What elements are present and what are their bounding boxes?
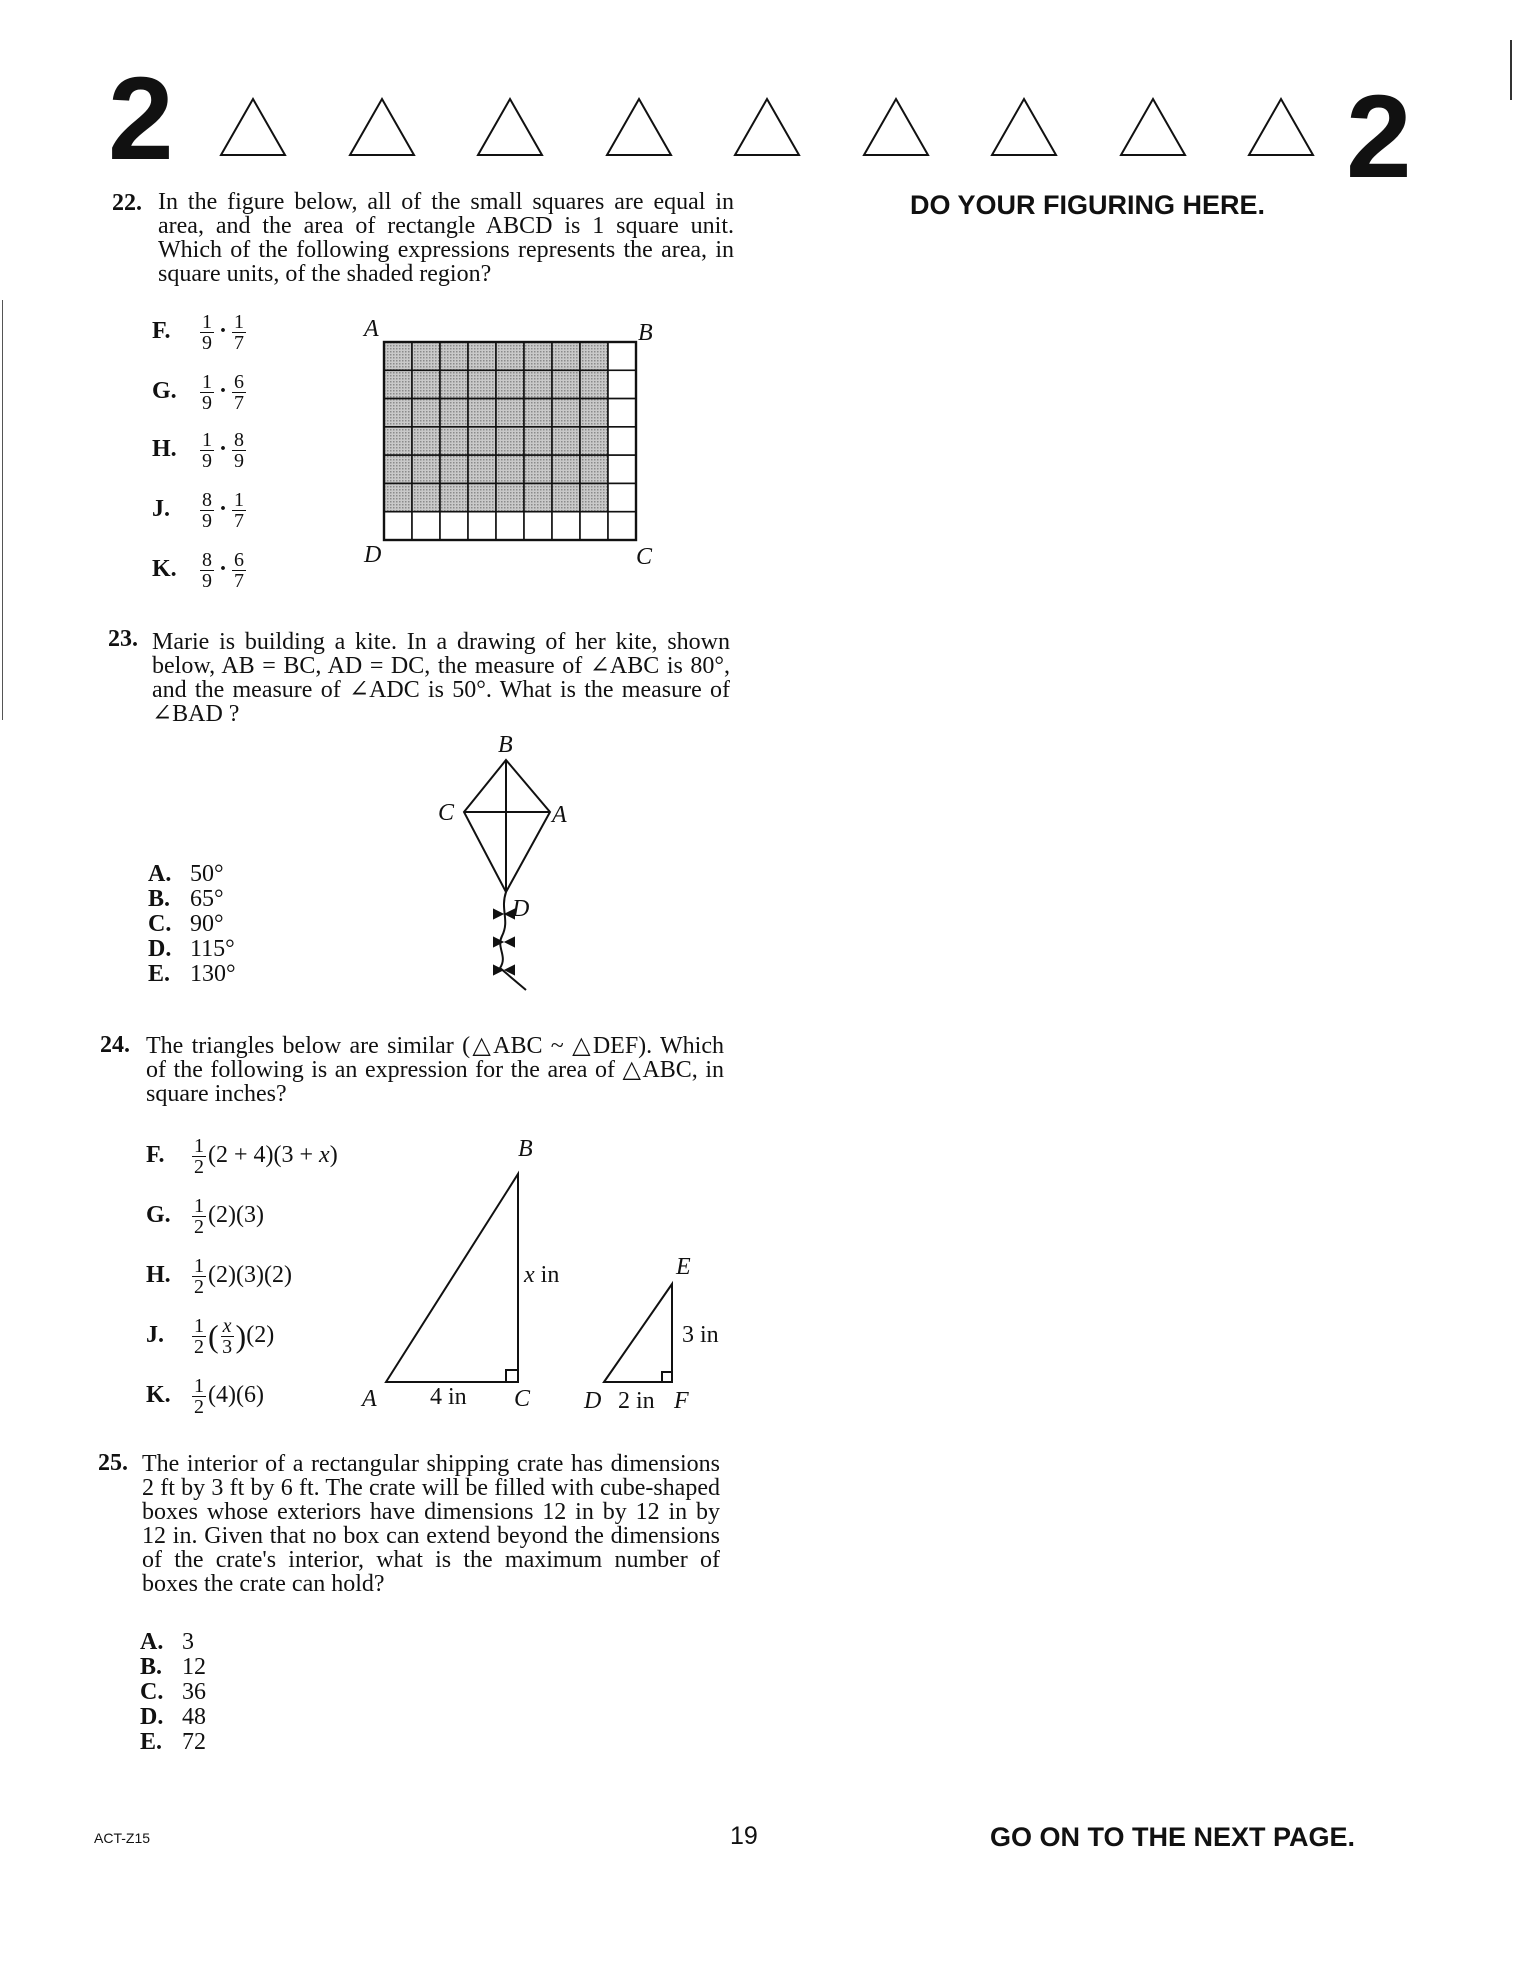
shaded-square xyxy=(524,455,552,483)
figuring-note: DO YOUR FIGURING HERE. xyxy=(910,190,1266,220)
q24-label-a: A xyxy=(362,1386,377,1412)
shaded-square xyxy=(496,427,524,455)
blank-square xyxy=(468,512,496,540)
q22-option-f[interactable]: F. $\frac{1}{9}$ · $\frac{1}{7}$ xyxy=(152,311,245,354)
shaded-square xyxy=(468,455,496,483)
q24-label-f: F xyxy=(674,1388,689,1414)
shaded-square xyxy=(468,483,496,511)
blank-square xyxy=(608,512,636,540)
blank-square xyxy=(608,399,636,427)
q23-option-c[interactable]: C. 90° xyxy=(148,911,224,937)
q24-text: The triangles below are similar (△ABC ~ △DEF). Which of the following is an expression for the area of △ABC, in square inches? xyxy=(146,1033,724,1107)
q24-label-c: C xyxy=(514,1386,531,1412)
q24-label-d: D xyxy=(584,1388,602,1414)
shaded-square xyxy=(552,455,580,483)
shaded-square xyxy=(440,483,468,511)
q22-label-a: A xyxy=(364,316,379,342)
shaded-square xyxy=(384,370,412,398)
q24-label-e: E xyxy=(676,1254,691,1280)
blank-square xyxy=(384,512,412,540)
scan-edge-line xyxy=(2,300,3,720)
shaded-square xyxy=(468,399,496,427)
q24-side-ac: 4 in xyxy=(430,1384,467,1410)
q22-option-j[interactable]: J. $\frac{8}{9}$ · $\frac{1}{7}$ xyxy=(152,489,245,532)
shaded-square xyxy=(496,370,524,398)
header-triangle-icon xyxy=(989,96,1059,158)
shaded-square xyxy=(580,342,608,370)
header-triangle-icon xyxy=(861,96,931,158)
shaded-square xyxy=(552,427,580,455)
shaded-square xyxy=(580,370,608,398)
shaded-square xyxy=(412,342,440,370)
shaded-square xyxy=(580,399,608,427)
header-triangle-icon xyxy=(1118,96,1188,158)
blank-square xyxy=(608,427,636,455)
q23-number: 23. xyxy=(108,626,138,652)
next-page-note: GO ON TO THE NEXT PAGE. xyxy=(990,1822,1356,1852)
q23-options xyxy=(148,862,236,987)
section-number-right: 2 xyxy=(1346,71,1412,203)
shaded-square xyxy=(384,399,412,427)
shaded-square xyxy=(524,399,552,427)
q23-option-b[interactable]: B. 65° xyxy=(148,886,224,912)
q25-option-b[interactable]: B. 12 xyxy=(140,1654,206,1680)
q22-option-g[interactable]: G. $\frac{1}{9}$ · $\frac{6}{7}$ xyxy=(152,371,245,414)
q25-options xyxy=(140,1630,206,1755)
shaded-square xyxy=(412,427,440,455)
q25-number: 25. xyxy=(98,1450,128,1476)
q23-text: Marie is building a kite. In a drawing of her kite, shown below, AB = BC, AD = DC, the measure of ∠ABC is 80°, and the measure of ∠ADC is 50°. What is the measure of ∠BAD ? xyxy=(152,629,730,727)
q24-number: 24. xyxy=(100,1032,130,1058)
q23-label-a: A xyxy=(552,802,567,828)
q24-option-h[interactable]: H. $\frac{1}{2}$ (2)(3)(2) xyxy=(146,1255,292,1298)
shaded-square xyxy=(496,342,524,370)
shaded-square xyxy=(412,399,440,427)
q25-option-e[interactable]: E. 72 xyxy=(140,1729,206,1755)
shaded-square xyxy=(440,455,468,483)
shaded-square xyxy=(496,455,524,483)
shaded-square xyxy=(468,427,496,455)
shaded-square xyxy=(440,370,468,398)
shaded-square xyxy=(524,427,552,455)
q23-label-d: D xyxy=(512,896,530,922)
shaded-square xyxy=(580,427,608,455)
q23-label-b: B xyxy=(498,732,513,758)
q24-option-k[interactable]: K. $\frac{1}{2}$ (4)(6) xyxy=(146,1375,264,1418)
form-code: ACT-Z15 xyxy=(94,1830,151,1846)
blank-square xyxy=(608,483,636,511)
q25-option-d[interactable]: D. 48 xyxy=(140,1704,206,1730)
scan-edge-line-right xyxy=(1510,40,1512,100)
header-triangle-icon xyxy=(1246,96,1316,158)
q23-option-d[interactable]: D. 115° xyxy=(148,936,235,962)
shaded-square xyxy=(552,342,580,370)
q22-figure xyxy=(360,310,680,570)
shaded-square xyxy=(412,455,440,483)
shaded-square xyxy=(384,483,412,511)
q24-option-j[interactable]: J. $\frac{1}{2}$ ( $\frac{x}{3}$ )(2) xyxy=(146,1315,275,1358)
q22-label-c: C xyxy=(636,544,653,570)
q23-kite-figure xyxy=(430,740,580,1000)
header-triangle-icon xyxy=(218,96,288,158)
blank-square xyxy=(440,512,468,540)
q22-label-d: D xyxy=(364,542,382,568)
section-number-left: 2 xyxy=(108,53,174,185)
shaded-square xyxy=(384,427,412,455)
blank-square xyxy=(496,512,524,540)
shaded-square xyxy=(440,427,468,455)
q22-label-b: B xyxy=(638,320,653,346)
shaded-square xyxy=(468,342,496,370)
shaded-square xyxy=(412,483,440,511)
shaded-square xyxy=(552,483,580,511)
shaded-square xyxy=(496,399,524,427)
shaded-square xyxy=(524,370,552,398)
shaded-square xyxy=(552,370,580,398)
shaded-square xyxy=(384,342,412,370)
q25-option-c[interactable]: C. 36 xyxy=(140,1679,206,1705)
q22-text: In the figure below, all of the small squares are equal in area, and the area of rectangle ABCD is 1 square unit. Which of the following expressions represents the area, in square units, of the shaded region? xyxy=(158,189,734,287)
shaded-square xyxy=(496,483,524,511)
q25-text: The interior of a rectangular shipping crate has dimensions 2 ft by 3 ft by 6 ft. The crate will be filled with cube-shaped boxes whose exteriors have dimensions 12 in by 12 in by 12 in. Given that no box can extend beyond the dimensions of the crate's interior, what is the maximum number of boxes the crate can hold? xyxy=(142,1451,720,1597)
blank-square xyxy=(608,370,636,398)
shaded-square xyxy=(440,342,468,370)
shaded-square xyxy=(580,455,608,483)
shaded-square xyxy=(384,455,412,483)
q25-option-a[interactable]: A. 3 xyxy=(140,1629,194,1655)
shaded-square xyxy=(468,370,496,398)
q24-option-f[interactable]: F. $\frac{1}{2}$ (2 + 4)(3 + x) xyxy=(146,1135,338,1178)
q22-number: 22. xyxy=(112,190,142,216)
q24-option-g[interactable]: G. $\frac{1}{2}$ (2)(3) xyxy=(146,1195,264,1238)
blank-square xyxy=(412,512,440,540)
shaded-square xyxy=(524,483,552,511)
shaded-square xyxy=(412,370,440,398)
blank-square xyxy=(608,455,636,483)
q23-option-a[interactable]: A. 50° xyxy=(148,861,224,887)
header-triangle-icon xyxy=(732,96,802,158)
shaded-square xyxy=(580,483,608,511)
header-triangle-icon xyxy=(604,96,674,158)
header-triangle-icon xyxy=(347,96,417,158)
q24-side-df: 2 in xyxy=(618,1388,655,1414)
blank-square xyxy=(608,342,636,370)
shaded-square xyxy=(440,399,468,427)
q23-option-e[interactable]: E. 130° xyxy=(148,961,236,987)
blank-square xyxy=(552,512,580,540)
q23-label-c: C xyxy=(438,800,455,826)
q22-option-k[interactable]: K. $\frac{8}{9}$ · $\frac{6}{7}$ xyxy=(152,549,245,592)
header-triangle-icon xyxy=(475,96,545,158)
blank-square xyxy=(524,512,552,540)
q22-option-h[interactable]: H. $\frac{1}{9}$ · $\frac{8}{9}$ xyxy=(152,429,245,472)
shaded-square xyxy=(552,399,580,427)
q24-label-b: B xyxy=(518,1136,533,1162)
blank-square xyxy=(580,512,608,540)
q24-side-ef: 3 in xyxy=(682,1322,719,1348)
q24-side-bc: x in xyxy=(524,1262,560,1288)
page-number: 19 xyxy=(730,1822,758,1850)
shaded-square xyxy=(524,342,552,370)
